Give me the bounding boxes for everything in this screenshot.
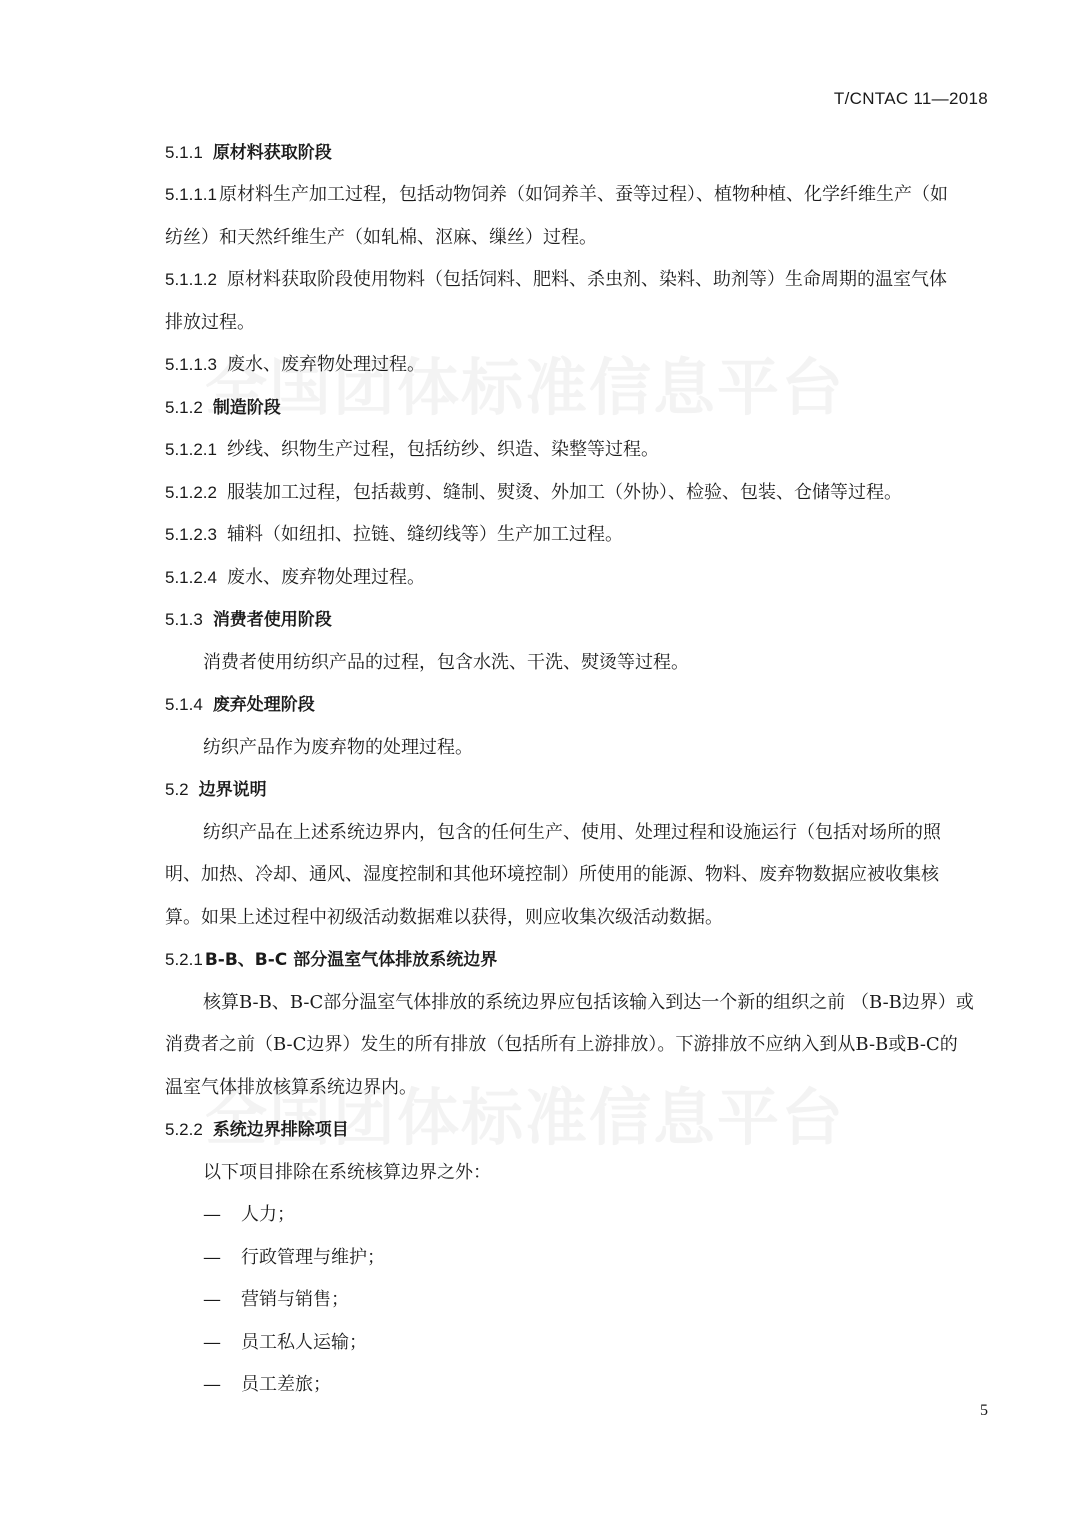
clause-text: 服装加工过程，包括裁剪、缝制、熨烫、外加工（外协）、检验、包装、仓储等过程。 xyxy=(227,482,902,503)
clause-5-1-1-1 xyxy=(165,183,948,207)
clause-5-1-2-1 xyxy=(165,438,659,462)
clause-number: 5.1.2.2 xyxy=(165,483,217,502)
paragraph-line: 明、加热、冷却、通风、湿度控制和其他环境控制）所使用的能源、物料、废弃物数据应被收集核 xyxy=(165,864,939,885)
list-item-text: 营销与销售； xyxy=(241,1289,349,1310)
clause-5-1-1-2-cont: 排放过程。 xyxy=(165,312,255,333)
dash-bullet: — xyxy=(203,1332,221,1353)
section-heading-5-2 xyxy=(165,778,267,802)
section-number: 5.1.2 xyxy=(165,398,203,417)
section-title: 边界说明 xyxy=(198,780,267,800)
section-heading-5-1-1 xyxy=(165,141,332,165)
clause-number: 5.1.1.2 xyxy=(165,270,217,289)
clause-5-1-1-1-cont: 纺丝）和天然纤维生产（如轧棉、沤麻、缫丝）过程。 xyxy=(165,227,597,248)
clause-text: 原材料获取阶段使用物料（包括饲料、肥料、杀虫剂、染料、助剂等）生命周期的温室气体 xyxy=(227,269,947,290)
dash-bullet: — xyxy=(203,1289,221,1310)
clause-number: 5.1.2.4 xyxy=(165,568,217,587)
clause-5-1-1-2 xyxy=(165,268,947,292)
section-number: 5.2.2 xyxy=(165,1120,203,1139)
paragraph-line: 消费者之前（B-C边界）发生的所有排放（包括所有上游排放）。下游排放不应纳入到从B-B或B-C的 xyxy=(165,1034,958,1055)
list-item-text: 员工私人运输； xyxy=(241,1332,367,1353)
section-title: 系统边界排除项目 xyxy=(212,1120,349,1140)
paragraph-line: 核算B-B、B-C部分温室气体排放的系统边界应包括该输入到达一个新的组织之前 （B-B边界）或 xyxy=(203,992,974,1013)
clause-text: 辅料（如纽扣、拉链、缝纫线等）生产加工过程。 xyxy=(227,524,623,545)
clause-5-1-2-2 xyxy=(165,481,902,505)
list-item-text: 行政管理与维护； xyxy=(241,1247,385,1268)
list-item xyxy=(203,1203,295,1227)
list-item-text: 人力； xyxy=(241,1204,295,1225)
section-title: B-B、B-C 部分温室气体排放系统边界 xyxy=(204,950,498,970)
section-number: 5.2.1 xyxy=(165,950,203,969)
dash-bullet: — xyxy=(203,1204,221,1225)
clause-5-1-2-3 xyxy=(165,523,623,547)
section-heading-5-2-1 xyxy=(165,948,497,972)
section-title: 原材料获取阶段 xyxy=(212,143,332,163)
clause-number: 5.1.2.3 xyxy=(165,525,217,544)
section-title: 消费者使用阶段 xyxy=(212,610,332,630)
section-heading-5-2-2 xyxy=(165,1118,349,1142)
section-title: 废弃处理阶段 xyxy=(212,695,315,715)
paragraph-line: 算。如果上述过程中初级活动数据难以获得，则应收集次级活动数据。 xyxy=(165,907,723,928)
clause-text: 纱线、织物生产过程，包括纺纱、织造、染整等过程。 xyxy=(227,439,659,460)
document-code: T/CNTAC 11—2018 xyxy=(833,89,988,108)
clause-text: 原材料生产加工过程，包括动物饲养（如饲养羊、蚕等过程）、植物种植、化学纤维生产（如 xyxy=(219,184,948,205)
section-number: 5.1.4 xyxy=(165,695,203,714)
clause-number: 5.1.2.1 xyxy=(165,440,217,459)
section-number: 5.1.1 xyxy=(165,143,203,162)
clause-text: 废水、废弃物处理过程。 xyxy=(227,354,425,375)
clause-text: 废水、废弃物处理过程。 xyxy=(227,567,425,588)
section-body: 消费者使用纺织产品的过程，包含水洗、干洗、熨烫等过程。 xyxy=(203,652,689,673)
list-item-text: 员工差旅； xyxy=(241,1374,331,1395)
section-number: 5.1.3 xyxy=(165,610,203,629)
watermark xyxy=(205,338,845,427)
section-heading-5-1-3 xyxy=(165,608,332,632)
section-body: 纺织产品作为废弃物的处理过程。 xyxy=(203,737,473,758)
list-item xyxy=(203,1331,367,1355)
section-number: 5.2 xyxy=(165,780,189,799)
list-intro: 以下项目排除在系统核算边界之外： xyxy=(203,1162,491,1183)
list-item xyxy=(203,1288,349,1312)
paragraph-line: 温室气体排放核算系统边界内。 xyxy=(165,1077,417,1098)
clause-5-1-1-3 xyxy=(165,353,425,377)
section-title: 制造阶段 xyxy=(212,398,281,418)
clause-number: 5.1.1.1 xyxy=(165,185,217,204)
section-heading-5-1-4 xyxy=(165,693,315,717)
list-item xyxy=(203,1373,331,1397)
page-number: 5 xyxy=(980,1402,988,1419)
list-item xyxy=(203,1246,385,1270)
paragraph-line: 纺织产品在上述系统边界内，包含的任何生产、使用、处理过程和设施运行（包括对场所的照 xyxy=(203,822,941,843)
dash-bullet: — xyxy=(203,1374,221,1395)
section-heading-5-1-2 xyxy=(165,396,281,420)
clause-5-1-2-4 xyxy=(165,566,425,590)
clause-number: 5.1.1.3 xyxy=(165,355,217,374)
dash-bullet: — xyxy=(203,1247,221,1268)
